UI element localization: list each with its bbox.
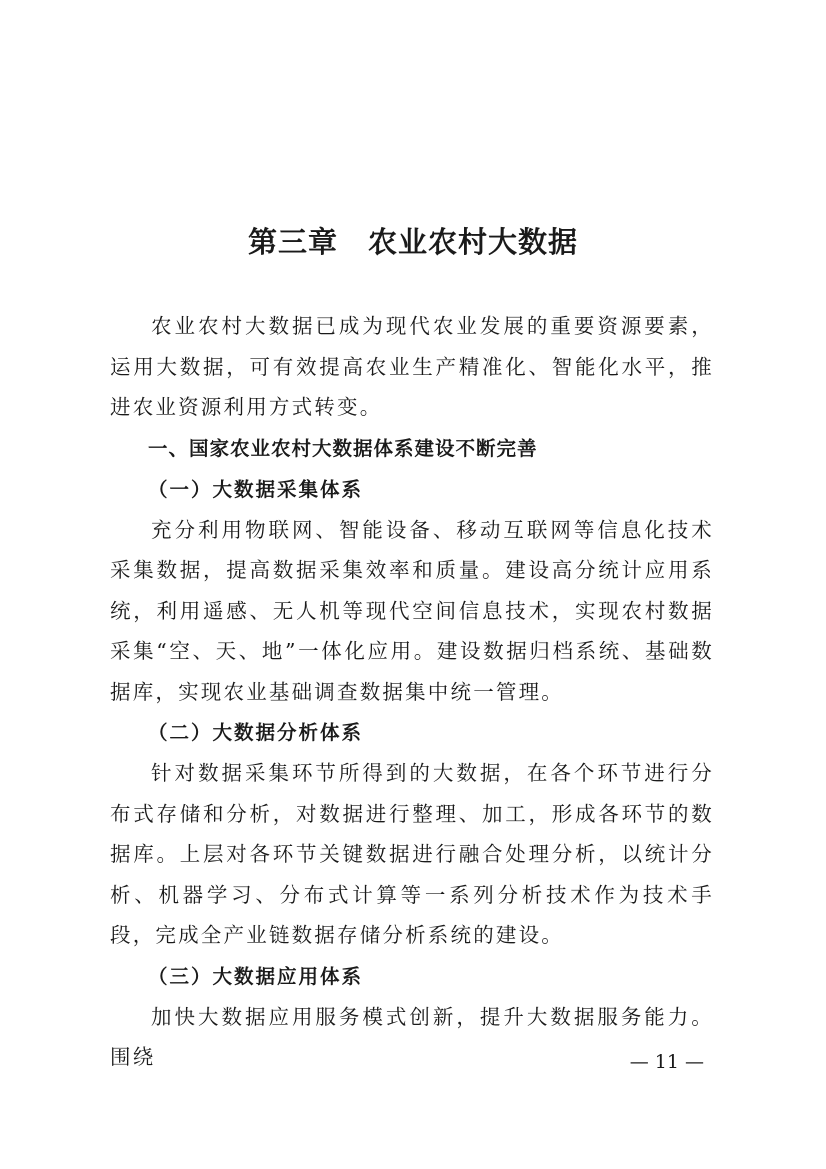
section-heading-1: 一、国家农业农村大数据体系建设不断完善 <box>148 436 538 460</box>
subsection-heading-1: （一）大数据采集体系 <box>148 477 364 501</box>
chapter-title: 第三章 农业农村大数据 <box>247 225 578 259</box>
intro-paragraph: 农业农村大数据已成为现代农业发展的重要资源要素，运用大数据，可有效提高农业生产精准化、智能化水平，推进农业资源利用方式转变。 <box>110 314 714 419</box>
subsection-heading-2: （二）大数据分析体系 <box>148 721 364 744</box>
subsection-heading-3: （三）大数据应用体系 <box>148 964 364 988</box>
document-body <box>110 306 714 1078</box>
subsection-3-paragraph: 加快大数据应用服务模式创新，提升大数据服务能力。围绕 <box>110 1004 714 1069</box>
subsection-1-paragraph: 充分利用物联网、智能设备、移动互联网等信息化技术采集数据，提高数据采集效率和质量。建设高分统计应用系统，利用遥感、无人机等现代空间信息技术，实现农村数据采集“空、天、地”一体化应用。建设数据归档系统、基础数据库，实现农业基础调查数据集中统一管理。 <box>110 517 714 704</box>
page-number: — 11 — <box>629 1051 704 1073</box>
subsection-2-paragraph: 针对数据采集环节所得到的大数据，在各个环节进行分布式存储和分析，对数据进行整理、加工，形成各环节的数据库。上层对各环节关键数据进行融合处理分析，以统计分析、机器学习、分布式计算等一系列分析技术作为技术手段，完成全产业链数据存储分析系统的建设。 <box>110 761 714 947</box>
